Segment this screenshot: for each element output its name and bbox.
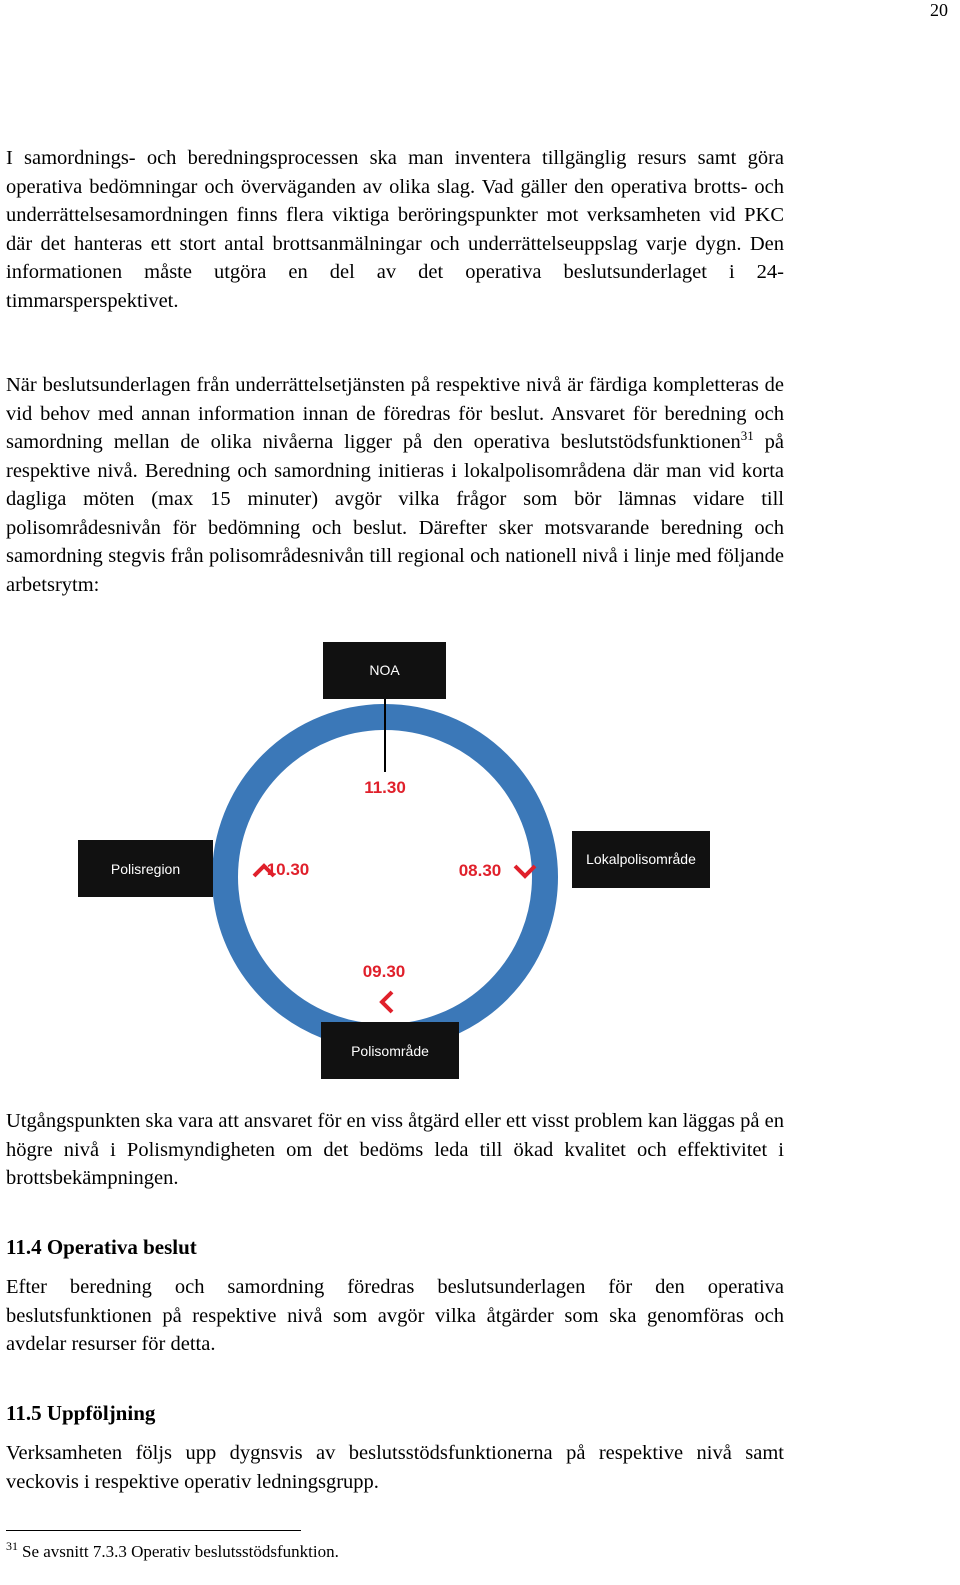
paragraph-text-part: på respektive nivå. Beredning och samordning initieras i lokalpolisområdena där man vid korta dagliga möten (max 15 minuter) avgör vilka frågor som bör lämnas vidare till polisområdesnivån för bedömning och beslut. Därefter sker motsvarande beredning och samordning stegvis från polisområdesnivån till regional och nationell nivå i linje med följande arbetsrytm: — [6, 431, 785, 596]
footnote-text: Se avsnitt 7.3.3 Operativ beslutsstödsfunktion. — [22, 1542, 339, 1561]
footnote-reference[interactable]: 31 — [740, 428, 754, 444]
time-label-top: 11.30 — [364, 778, 406, 797]
page-number: 20 — [930, 0, 948, 20]
paragraph-text-part: När beslutsunderlagen från underrättelsetjänsten på respektive nivå är färdiga kompletteras de vid behov med annan information innan de föredras för beslut. Ansvaret för beredning och samordning mellan de olika nivåerna ligger på den operativa beslutstödsfunktionen — [6, 374, 784, 453]
footnote-number: 31 — [6, 1539, 18, 1554]
time-label-left: 10.30 — [266, 860, 310, 879]
paragraph-uppfoljning: Verksamheten följs upp dygnsvis av beslutsstödsfunktionerna på respektive nivå samt veckovis i respektive operativ ledningsgrupp. — [6, 1442, 784, 1493]
section-heading-uppfoljning: 11.5 Uppföljning — [6, 1401, 156, 1425]
footnote — [6, 1541, 339, 1563]
time-label-right: 08.30 — [458, 861, 502, 880]
box-polisregion-label: Polisregion — [110, 861, 181, 877]
time-label-bottom: 09.30 — [362, 962, 406, 981]
paragraph-utgangspunkt: Utgångspunkten ska vara att ansvaret för en viss åtgärd eller ett visst problem kan läggas på en högre nivå i Polismyndigheten om det bedöms leda till ökad kvalitet och effektivitet i brottsbekämpningen. — [6, 1110, 784, 1189]
box-polisregion — [78, 840, 213, 897]
arrow-left-bottom-icon — [382, 992, 392, 1012]
box-polisomrade-label: Polisområde — [351, 1043, 429, 1059]
box-lokalpolisomrade — [572, 831, 710, 888]
box-polisomrade — [321, 1022, 459, 1079]
box-lokalpolisomrade-label: Lokalpolisområde — [586, 851, 696, 867]
box-noa-label: NOA — [369, 662, 400, 678]
work-rhythm-diagram — [0, 632, 960, 1092]
paragraph-samordning: I samordnings- och beredningsprocessen ska man inventera tillgänglig resurs samt göra operativa bedömningar och överväganden av olika slag. Vad gäller den operativa brotts- och underrättelsesamordningen finns flera viktiga beröringspunkter mot verksamheten vid PKC där det hanteras ett stort antal brottsanmälningar och underrättelseuppslag varje dygn. Den informationen måste utgöra en del av det operativa beslutsunderlaget i 24-timmarsperspektivet. — [6, 147, 784, 312]
paragraph-beslutsunderlag — [6, 371, 784, 599]
footnote-divider — [6, 1530, 301, 1531]
section-heading-operativa-beslut: 11.4 Operativa beslut — [6, 1235, 197, 1259]
paragraph-operativa-beslut: Efter beredning och samordning föredras beslutsunderlagen för den operativa beslutsfunktionen på respektive nivå som avgör vilka åtgärder som ska genomföras och avdelar resurser för detta. — [6, 1276, 784, 1355]
box-noa — [323, 642, 446, 699]
work-rhythm-svg — [0, 632, 960, 1087]
